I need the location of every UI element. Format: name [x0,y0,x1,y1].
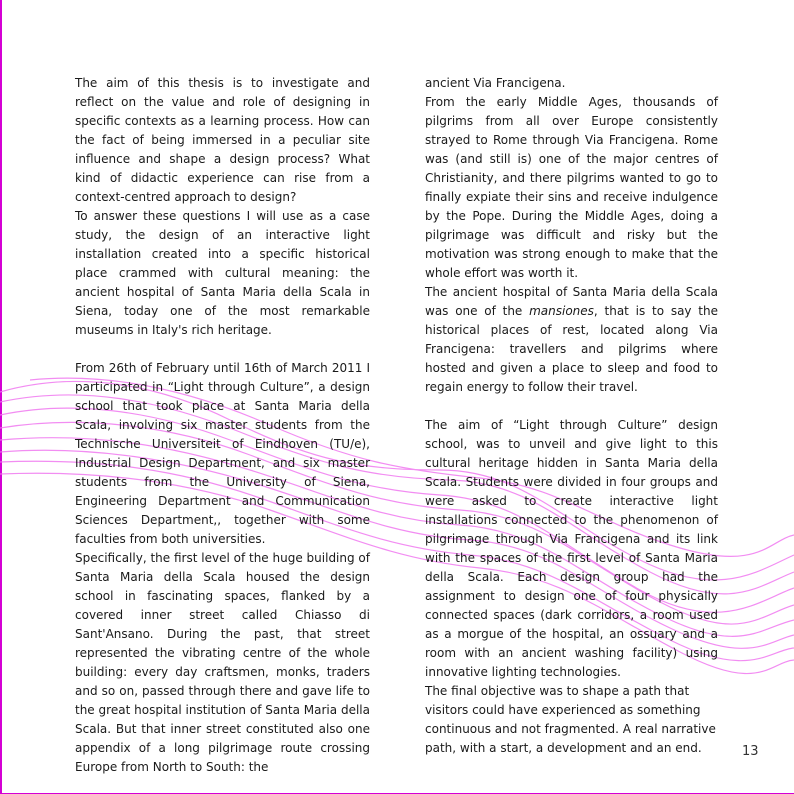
paragraph-thesis-aim: The aim of this thesis is to investigate and reflect on the value and role of designing in specific contexts as a learning process. How can the fact of being immersed in a peculiar site influence and shape a design process? What kind of didactic experience can rise from a context-centred approach to design? [75,76,370,204]
paragraph-first-level: Specifically, the first level of the huge building of Santa Maria della Scala housed the design school in fascinating spaces, flanked by a covered inner street called Chiasso di Sant'Ansano. During the past, that street represented the vibrating centre of the whole building: every day craftsmen, monks, traders and so on, passed through there and gave life to the great hospital institution of Santa Maria della Scala. But that inner street constituted also one appendix of a long pilgrimage route crossing Europe from North to South: the [75,551,370,774]
page-edge-left [0,0,2,794]
paragraph-via-francigena-end: ancient Via Francigena. [425,76,566,90]
text-column-right [425,74,718,758]
paragraph-design-school: From 26th of February until 16th of March 2011 I participated in “Light through Culture”, a design school that took place at Santa Maria della Scala, involving six master students from the Technische Universiteit of Eindhoven (TU/e), Industrial Design Department, and six master students from the University of Siena, Engineering Department and Communication Sciences Department,, together with some faculties from both universities. [75,361,370,546]
paragraph-final-objective: The final objective was to shape a path that visitors could have experienced as something continuous and not fragmented. A real narrative path, with a start, a development and an end. [425,684,716,755]
mansiones-text-before: The ancient hospital of Santa Maria della Scala was one of the [425,285,718,318]
mansiones-text-after: , that is to say the historical places of rest, located along Via Francigena: travellers and pilgrims where hosted and given a place to sleep and food to regain energy to follow their travel. [425,304,718,394]
mansiones-emphasis: mansiones [529,304,594,318]
paragraph-pilgrims: From the early Middle Ages, thousands of pilgrims from all over Europe consistently strayed to Rome through Via Francigena. Rome was (and still is) one of the major centres of Christianity, and there pilgrims wanted to go to finally expiate their sins and receive indulgence by the Pope. During the Middle Ages, doing a pilgrimage was difficult and risky but the motivation was strong enough to make that the whole effort was worth it. [425,95,718,280]
paragraph-case-study: To answer these questions I will use as a case study, the design of an interactive light installation created into a specific historical place crammed with cultural meaning: the ancient hospital of Santa Maria della Scala in Siena, today one of the most remarkable museums in Italy's rich heritage. [75,209,370,337]
paragraph-mansiones [425,283,718,397]
paragraph-school-aim: The aim of “Light through Culture” design school, was to unveil and give light to this cultural heritage hidden in Santa Maria della Scala. Students were divided in four groups and were asked to create interactive light installations connected to the phenomenon of pilgrimage through Via Francigena and its link with the spaces of the first level of Santa Maria della Scala. Each design group had the assignment to design one of four physically connected spaces (dark corridors, a room used as a morgue of the hospital, an ossuary and a room with an ancient washing facility) using innovative lighting technologies. [425,418,718,679]
page-number: 13 [742,744,759,759]
text-column-left [75,74,370,777]
